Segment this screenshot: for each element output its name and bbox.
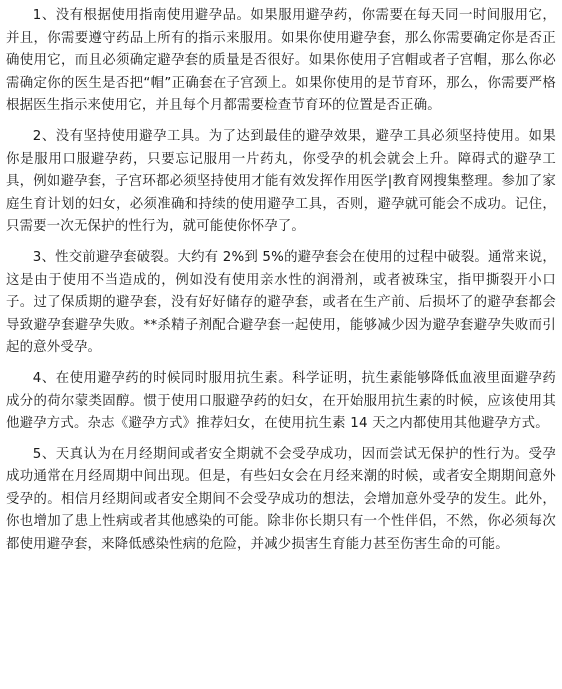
paragraph-1: 1、没有根据使用指南使用避孕品。如果服用避孕药，你需要在每天同一时间服用它，并且，你需要遵守药品上所有的指示来服用。如果你使用避孕套，那么你需要确定你是否正确使用它，而且必须确定避孕套的质量是否很好。如果你使用子宫帽或者子宫帽，那么你必需确定你的医生是否把“帽”正确套在子宫颈上。如果你使用的是节育环，那么，你需要严格根据医生指示来使用它，并且每个月都需要检查节育环的位置是否正确。 (6, 8, 556, 114)
paragraph-4: 4、在使用避孕药的时候同时服用抗生素。科学证明，抗生素能够降低血液里面避孕药成分的荷尔蒙类固醇。惯于使用口服避孕药的妇女，在开始服用抗生素的时候，应该使用其他避孕方式。杂志《避孕方式》推荐妇女，在使用抗生素 14 天之内都使用其他避孕方式。 (6, 370, 556, 432)
paragraph-3: 3、性交前避孕套破裂。大约有 2%到 5%的避孕套会在使用的过程中破裂。通常来说，这是由于使用不当造成的，例如没有使用亲水性的润滑剂，或者被珠宝，指甲撕裂开小口子。过了保质期的避孕套，没有好好储存的避孕套，或者在生产前、后损坏了的避孕套都会导致避孕套避孕失败。**杀精子剂配合避孕套一起使用，能够减少因为避孕套避孕失败而引起的意外受孕。 (6, 249, 556, 356)
paragraph-2: 2、没有坚持使用避孕工具。为了达到最佳的避孕效果，避孕工具必须坚持使用。如果你是服用口服避孕药，只要忘记服用一片药丸，你受孕的机会就会上升。障碍式的避孕工具，例如避孕套，子宫环都必须坚持使用才能有效发挥作用医学|教育网搜集整理。参加了家庭生育计划的妇女，必须准确和持续的使用避孕工具，否则，避孕就可能会不成功。记住，只需要一次无保护的性行为，就可能使你怀孕了。 (6, 128, 556, 235)
paragraph-5: 5、天真认为在月经期间或者安全期就不会受孕成功，因而尝试无保护的性行为。受孕成功通常在月经周期中间出现。但是，有些妇女会在月经来潮的时候，或者安全期期间意外受孕的。相信月经期间或者安全期间不会受孕成功的想法，会增加意外受孕的发生。此外，你也增加了患上性病或者其他感染的可能。除非你长期只有一个性伴侣，不然，你必须每次都使用避孕套，来降低感染性病的危险，并减少损害生育能力甚至伤害生命的可能。 (6, 446, 556, 553)
